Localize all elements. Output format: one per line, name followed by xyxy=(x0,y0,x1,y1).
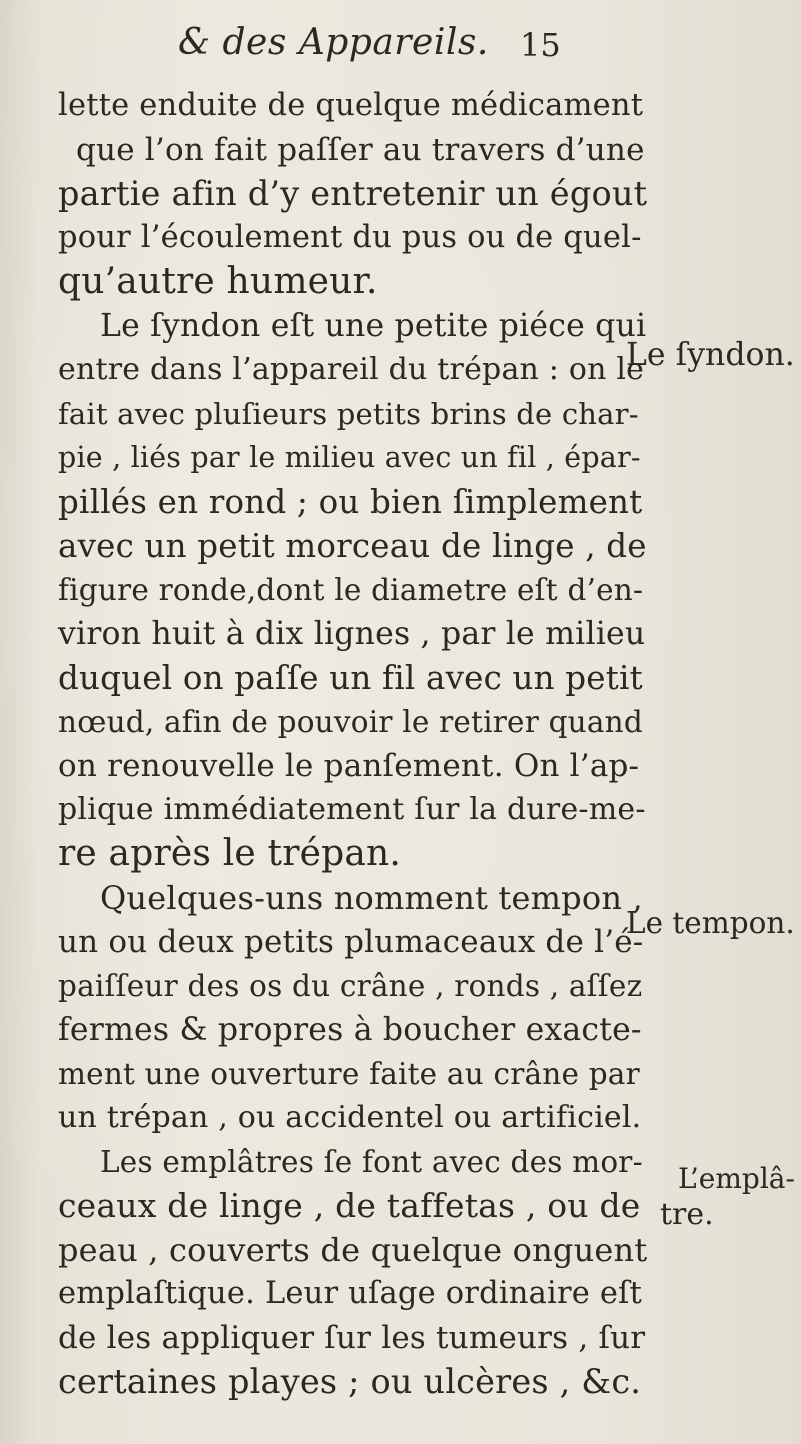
text-line: Quelques-uns nomment tempon , xyxy=(100,879,643,917)
text-line: Le ſyndon eſt une petite piéce qui xyxy=(100,308,647,344)
text-line: qu’autre humeur. xyxy=(58,261,378,302)
text-line: plique immédiatement ſur la dure-me- xyxy=(58,792,646,827)
text-line: viron huit à dix lignes , par le milieu xyxy=(58,616,646,652)
text-line: fait avec pluſieurs petits brins de char- xyxy=(58,397,639,431)
text-line: ment une ouverture faite au crâne par xyxy=(58,1057,640,1091)
text-line: peau , couverts de quelque onguent xyxy=(58,1231,648,1269)
text-line: pillés en rond ; ou bien ſimplement xyxy=(58,483,643,521)
margin-note-emplatre: L’emplâ- xyxy=(678,1162,795,1195)
text-line: un ou deux petits plumaceaux de l’é- xyxy=(58,924,644,960)
page-header xyxy=(0,22,801,72)
text-line: partie afin d’y entretenir un égout xyxy=(58,174,648,213)
margin-note-syndon: Le ſyndon. xyxy=(626,337,795,373)
text-line: entre dans l’appareil du trépan : on le xyxy=(58,352,645,387)
text-line: ceaux de linge , de taffetas , ou de xyxy=(58,1186,641,1225)
text-line: paiſſeur des os du crâne , ronds , aſſez xyxy=(58,969,643,1003)
text-line: certaines playes ; ou ulcères , &c. xyxy=(58,1362,642,1401)
text-line: figure ronde,dont le diametre eſt d’en- xyxy=(58,573,644,607)
text-line: on renouvelle le panſement. On l’ap- xyxy=(58,748,640,784)
margin-note-emplatre-cont: tre. xyxy=(660,1197,714,1232)
text-line: avec un petit morceau de linge , de xyxy=(58,527,647,565)
running-title: & des Appareils. xyxy=(178,22,489,63)
text-line: de les appliquer ſur les tumeurs , ſur xyxy=(58,1320,646,1356)
text-line: Les emplâtres ſe font avec des mor- xyxy=(100,1145,643,1179)
page-number: 15 xyxy=(520,26,561,64)
margin-note-tempon: Le tempon. xyxy=(626,906,795,940)
text-line: pour l’écoulement du pus ou de quel- xyxy=(58,220,642,255)
text-line: lette enduite de quelque médicament xyxy=(58,88,644,123)
text-line: re après le trépan. xyxy=(58,833,402,874)
text-line: emplaſtique. Leur uſage ordinaire eſt xyxy=(58,1276,643,1311)
text-line: nœud, afin de pouvoir le retirer quand xyxy=(58,705,643,739)
text-line: duquel on paſſe un fil avec un petit xyxy=(58,659,643,697)
text-line: que l’on fait paſſer au travers d’une xyxy=(76,132,645,168)
text-line: fermes & propres à boucher exacte- xyxy=(58,1012,642,1048)
text-line: un trépan , ou accidentel ou artificiel. xyxy=(58,1100,642,1135)
text-line: pie , liés par le milieu avec un fil , épar- xyxy=(58,441,641,474)
